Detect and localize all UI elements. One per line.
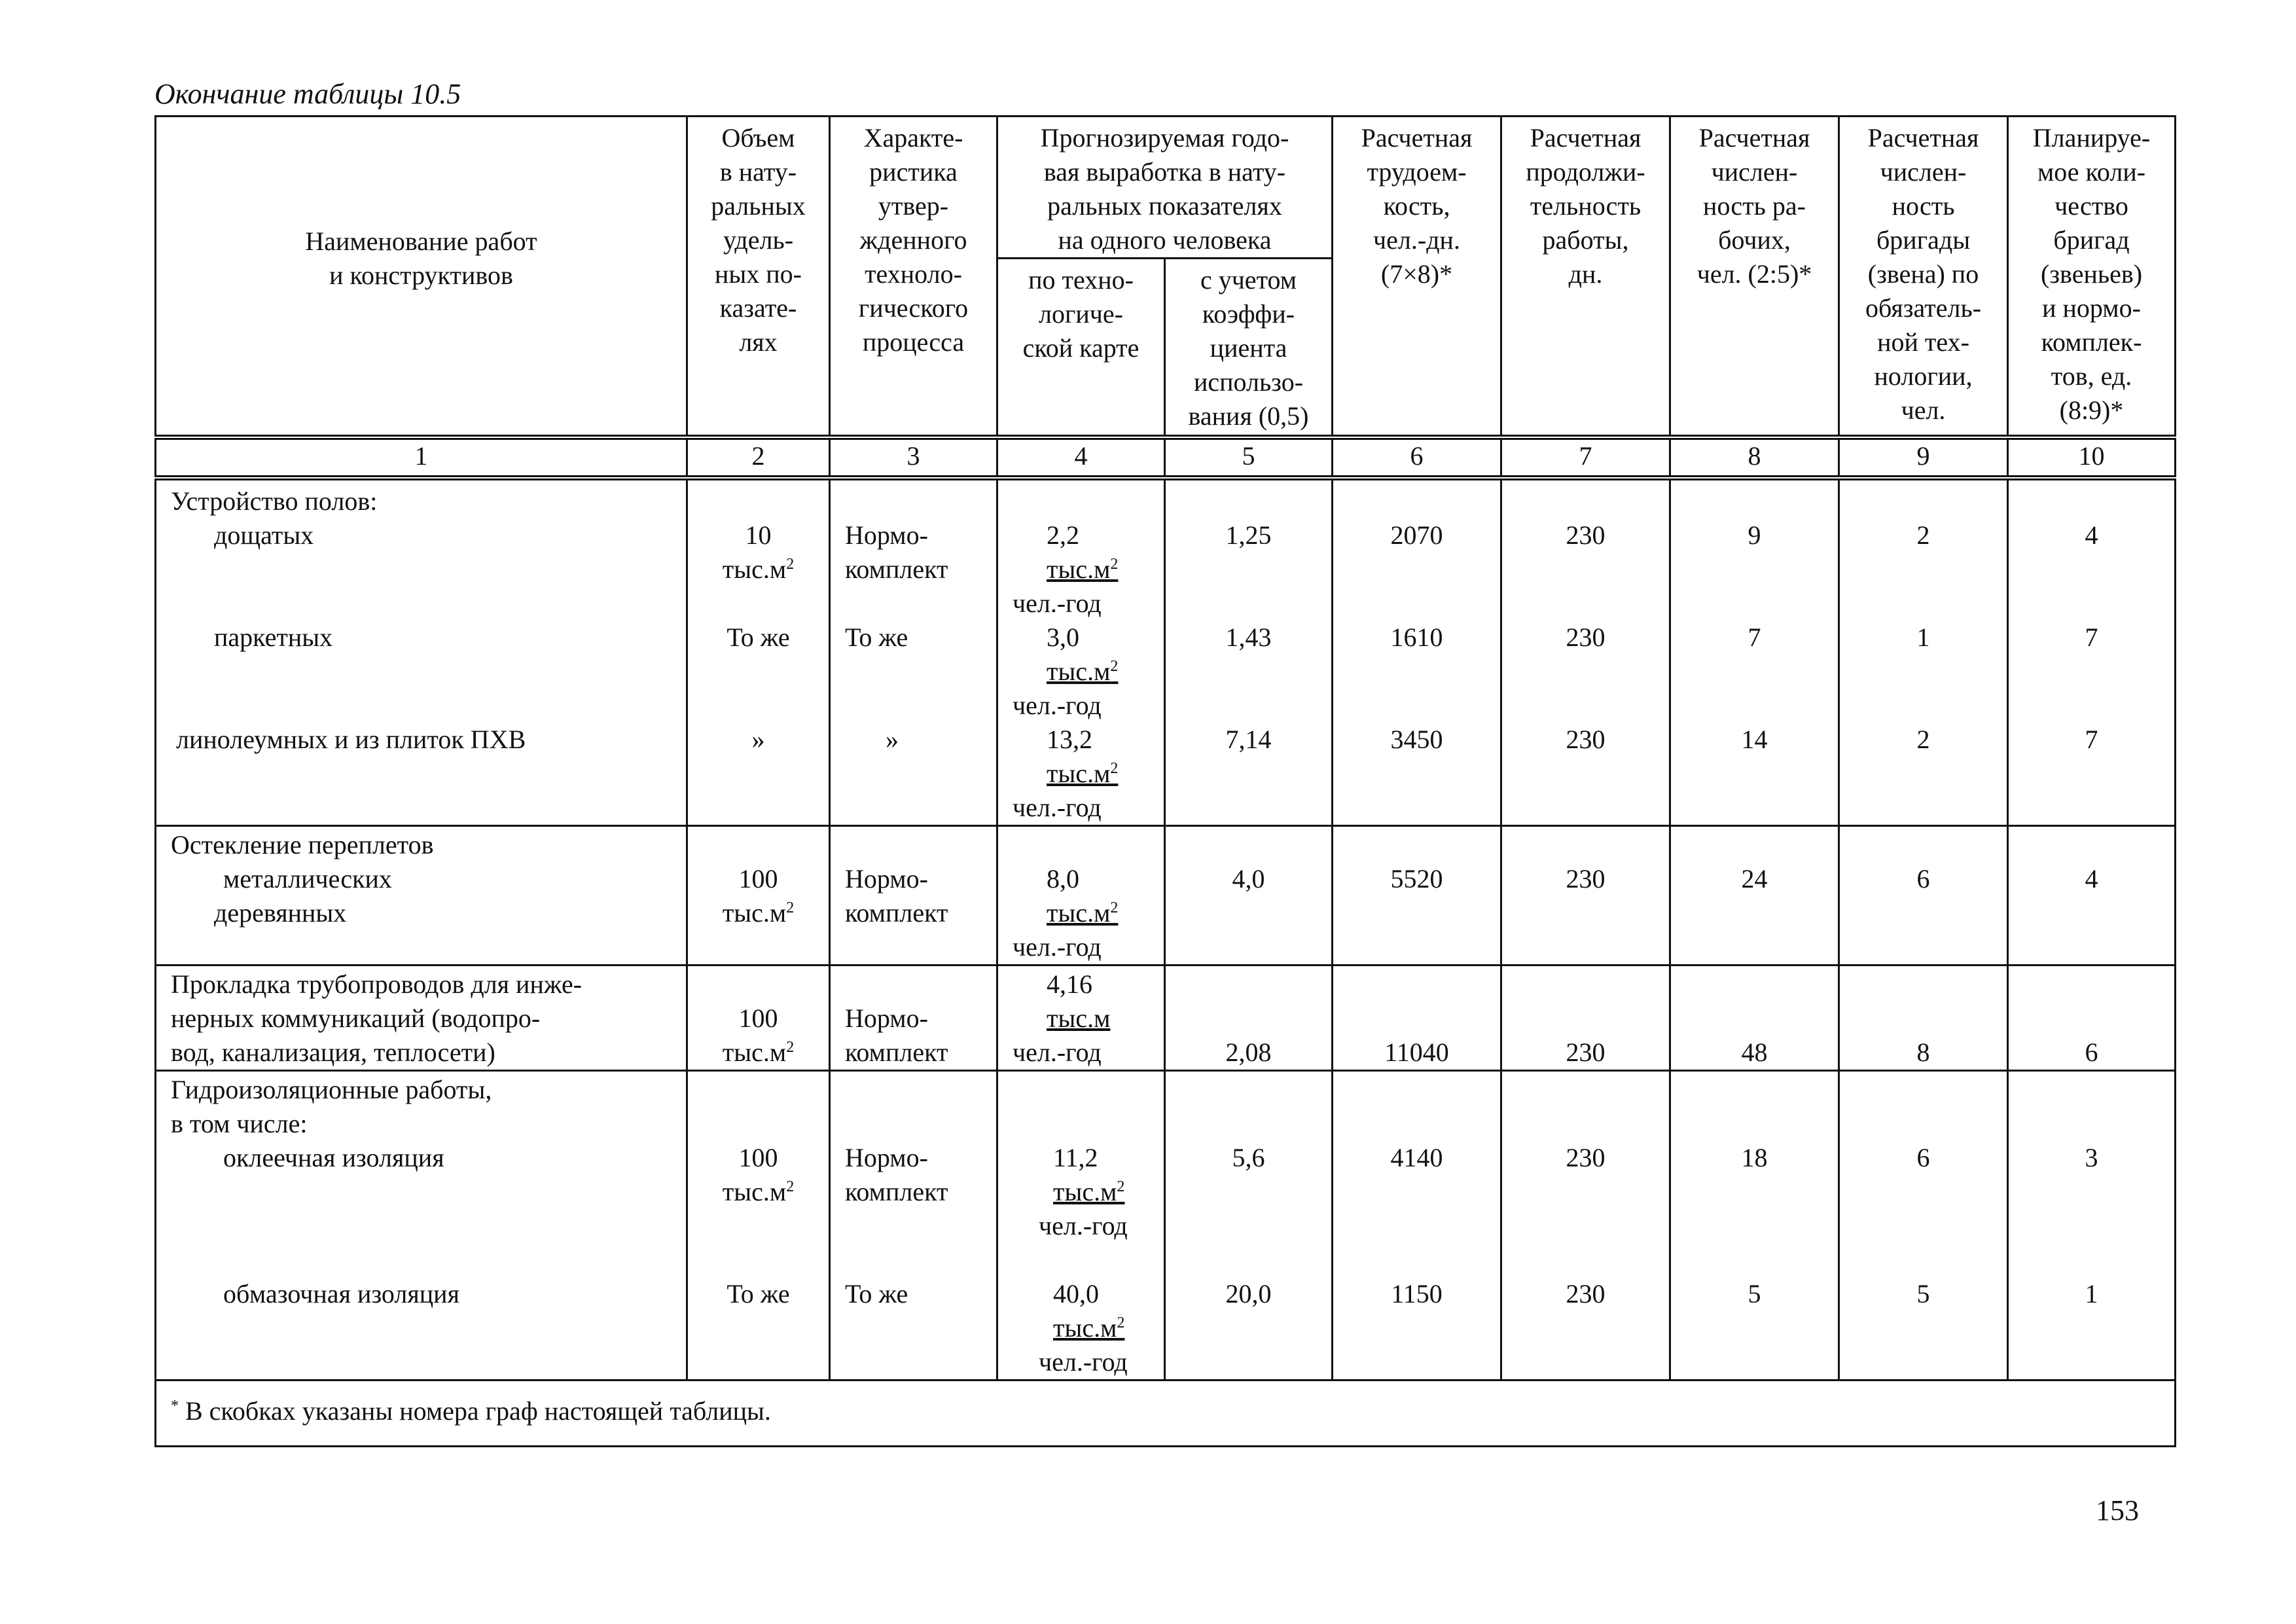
header-workers: Расчетная числен- ность ра- бочих, чел. (2:5)* (1670, 117, 1839, 438)
col-number: 8 (1670, 437, 1839, 478)
glazing-col9: 6 (1839, 826, 2008, 965)
waterproof-col10: 3 1 (2008, 1071, 2176, 1380)
waterproof-volume: 100 $тыс.м^2$ То же (687, 1071, 830, 1380)
table-row-pipes (156, 965, 2176, 1071)
footnote-text: В скобках указаны номера граф настоящей таблицы. (179, 1396, 771, 1426)
waterproof-names: Гидроизоляционные работы, в том числе: оклеечная изоляция обмазочная изоляция (156, 1071, 687, 1380)
page-number: 153 (2096, 1494, 2139, 1526)
waterproof-col9: 6 5 (1839, 1071, 2008, 1380)
floors-col10: 4 7 7 (2008, 478, 2176, 826)
glazing-volume: 100 $тыс.м^2$ (687, 826, 830, 965)
col-number: 7 (1501, 437, 1670, 478)
col-number: 5 (1165, 437, 1333, 478)
pipes-col7: 230 (1501, 965, 1670, 1071)
header-process: Характе- ристика утвер- жденного техноло- гического процесса (830, 117, 997, 438)
header-labor: Расчетная трудоем- кость, чел.-дн. (7×8)* (1333, 117, 1501, 438)
floors-col8: 9 7 14 (1670, 478, 1839, 826)
floors-col7: 230 230 230 (1501, 478, 1670, 826)
column-numbers-row (156, 437, 2176, 478)
header-with-coef: с учетом коэффи- циента использо- вания (0,5) (1165, 259, 1333, 438)
header-row-top (156, 117, 2176, 259)
table-row-floors (156, 478, 2176, 826)
col-number: 1 (156, 437, 687, 478)
col-number: 4 (997, 437, 1165, 478)
header-brigade-count: Планируе- мое коли- чество бригад (звеньев) и нормо- комплек- тов, ед. (8:9)* (2008, 117, 2176, 438)
waterproof-col7: 230 230 (1501, 1071, 1670, 1380)
pipes-col9: 8 (1839, 965, 2008, 1071)
footnote (156, 1380, 2176, 1447)
glazing-col7: 230 (1501, 826, 1670, 965)
header-work-name: Наименование работ и конструктивов (156, 117, 687, 438)
glazing-col8: 24 (1670, 826, 1839, 965)
header-brigade-size: Расчетная числен- ность бригады (звена) по обязатель- ной тех- нологии, чел. (1839, 117, 2008, 438)
col-number: 10 (2008, 437, 2176, 478)
waterproof-productivity: 11,2 $тыс.м^2$ чел.-год 40,0 $тыс.м^2$ чел.-год (997, 1071, 1165, 1380)
col-number: 6 (1333, 437, 1501, 478)
header-volume: Объем в нату- ральных удель- ных по- казате- лях (687, 117, 830, 438)
table-caption: Окончание таблицы 10.5 (154, 78, 461, 110)
col-number: 2 (687, 437, 830, 478)
pipes-col5: 2,08 (1165, 965, 1333, 1071)
col-number: 3 (830, 437, 997, 478)
floors-productivity: 2,2 $тыс.м^2$ чел.-год 3,0 $тыс.м^2$ чел.-год 13,2 $тыс.м^2$ чел.-год (997, 478, 1165, 826)
glazing-col5: 4,0 (1165, 826, 1333, 965)
col-number: 9 (1839, 437, 2008, 478)
footnote-mark: * (171, 1398, 179, 1415)
waterproof-col8: 18 5 (1670, 1071, 1839, 1380)
floors-names: Устройство полов: дощатых паркетных линолеумных и из плиток ПХВ (156, 478, 687, 826)
table-row-waterproofing (156, 1071, 2176, 1380)
data-table (154, 115, 2176, 1447)
glazing-col10: 4 (2008, 826, 2176, 965)
floors-col6: 2070 1610 3450 (1333, 478, 1501, 826)
floors-col5: 1,25 1,43 7,14 (1165, 478, 1333, 826)
glazing-name: Остекление переплетов металлических деревянных (156, 826, 687, 965)
pipes-productivity: 4,16 тыс.м чел.-год (997, 965, 1165, 1071)
pipes-volume: 100 $тыс.м^2$ (687, 965, 830, 1071)
pipes-name: Прокладка трубопроводов для инже- нерных коммуникаций (водопро- вод, канализация, теплосети) (156, 965, 687, 1071)
waterproof-process: Нормо- комплект То же (830, 1071, 997, 1380)
pipes-col8: 48 (1670, 965, 1839, 1071)
floors-col9: 2 1 2 (1839, 478, 2008, 826)
glazing-process: Нормо- комплект (830, 826, 997, 965)
glazing-col6: 5520 (1333, 826, 1501, 965)
pipes-col6: 11040 (1333, 965, 1501, 1071)
pipes-process: Нормо- комплект (830, 965, 997, 1071)
waterproof-col6: 4140 1150 (1333, 1071, 1501, 1380)
floors-process: Нормо- комплект То же » (830, 478, 997, 826)
glazing-productivity: 8,0 $тыс.м^2$ чел.-год (997, 826, 1165, 965)
table-row-glazing (156, 826, 2176, 965)
pipes-col10: 6 (2008, 965, 2176, 1071)
header-duration: Расчетная продолжи- тельность работы, дн. (1501, 117, 1670, 438)
footnote-row (156, 1380, 2176, 1447)
waterproof-col5: 5,6 20,0 (1165, 1071, 1333, 1380)
floors-volume: 10 $тыс.м^2$ То же » (687, 478, 830, 826)
header-tech-card: по техно- логиче- ской карте (997, 259, 1165, 438)
header-productivity: Прогнозируемая годо- вая выработка в нату- ральных показателях на одного человека (997, 117, 1333, 259)
